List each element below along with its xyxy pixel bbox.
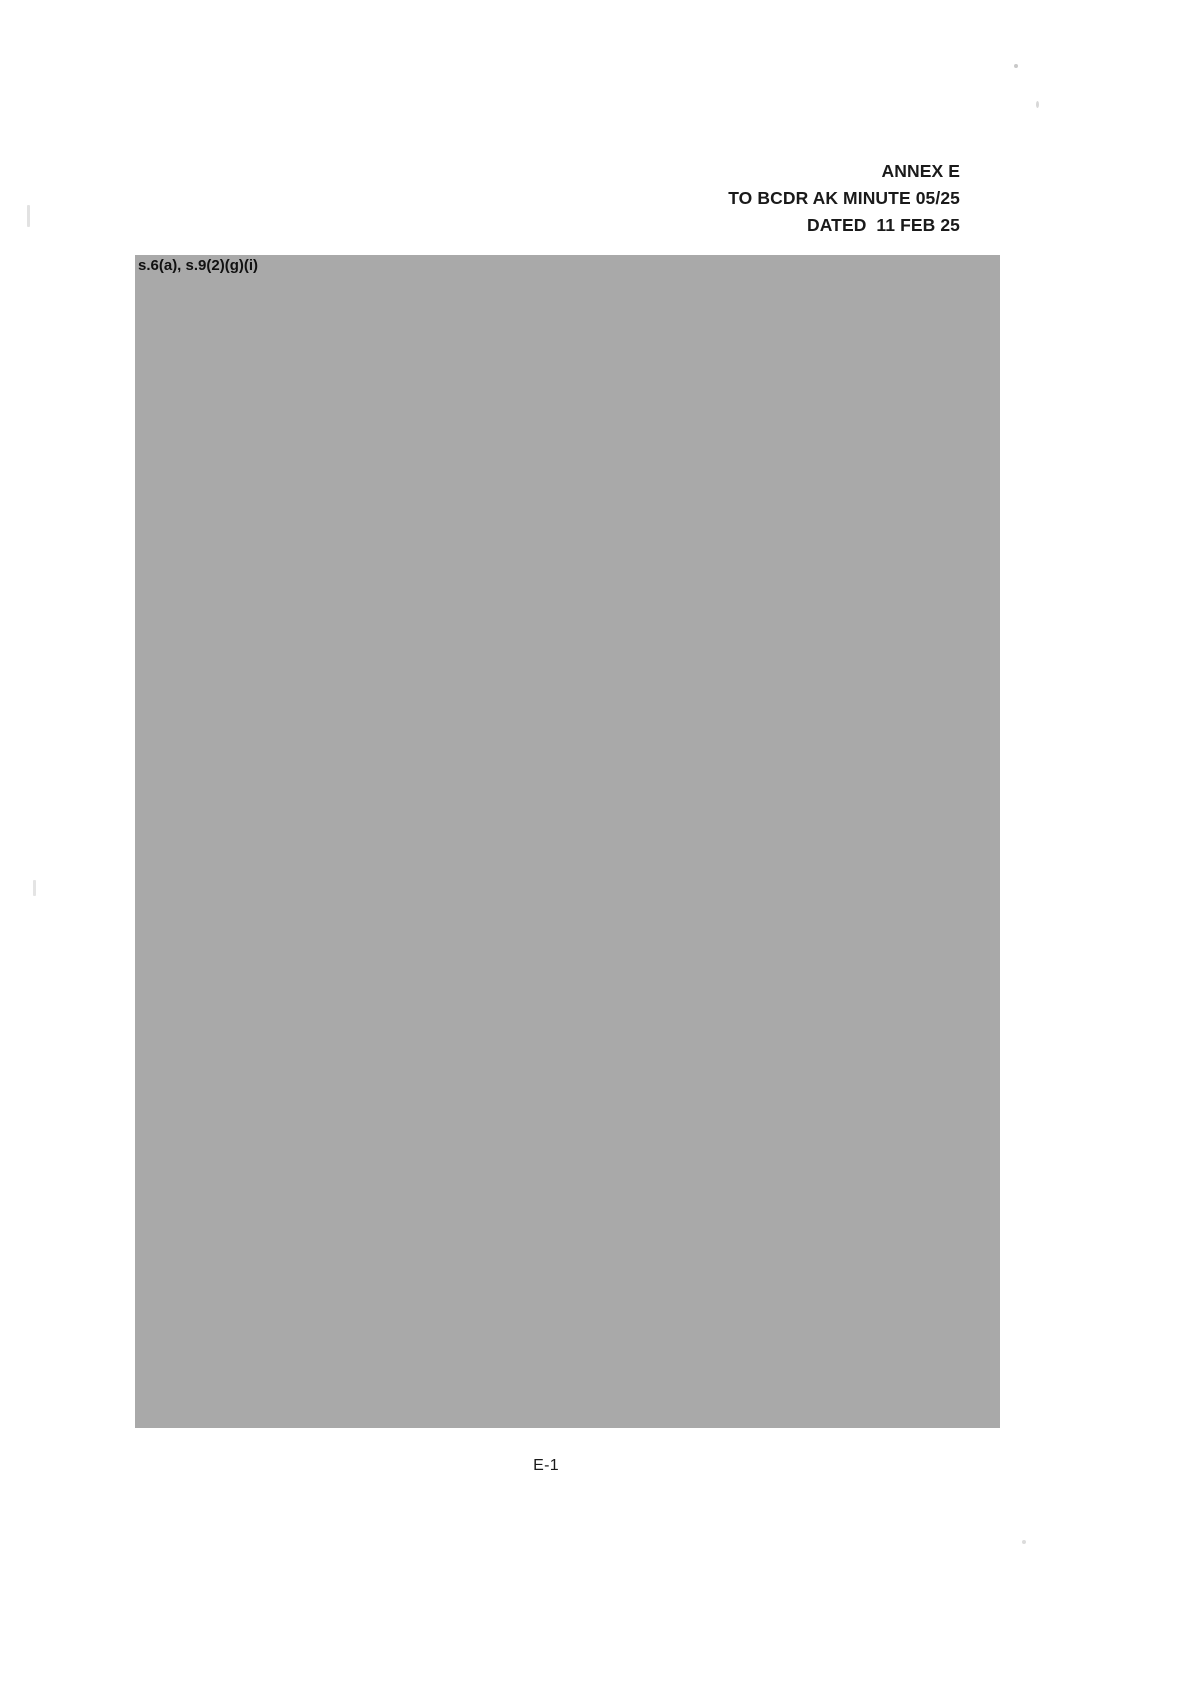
redacted-content-block bbox=[135, 255, 1000, 1428]
header-minute-reference: TO BCDR AK MINUTE 05/25 bbox=[728, 188, 960, 208]
page-footer bbox=[0, 1457, 1092, 1475]
header-date: DATED 11 FEB 25 bbox=[807, 215, 960, 235]
scan-speckle bbox=[27, 205, 30, 227]
scan-speckle bbox=[1022, 1540, 1026, 1544]
header-annex-title: ANNEX E bbox=[881, 161, 960, 181]
page-number: E-1 bbox=[533, 1457, 559, 1474]
scan-speckle bbox=[1014, 64, 1018, 68]
scan-speckle bbox=[33, 880, 36, 896]
redaction-exemption-label: s.6(a), s.9(2)(g)(i) bbox=[138, 257, 259, 274]
document-header bbox=[728, 158, 960, 239]
scan-speckle bbox=[1036, 101, 1039, 108]
